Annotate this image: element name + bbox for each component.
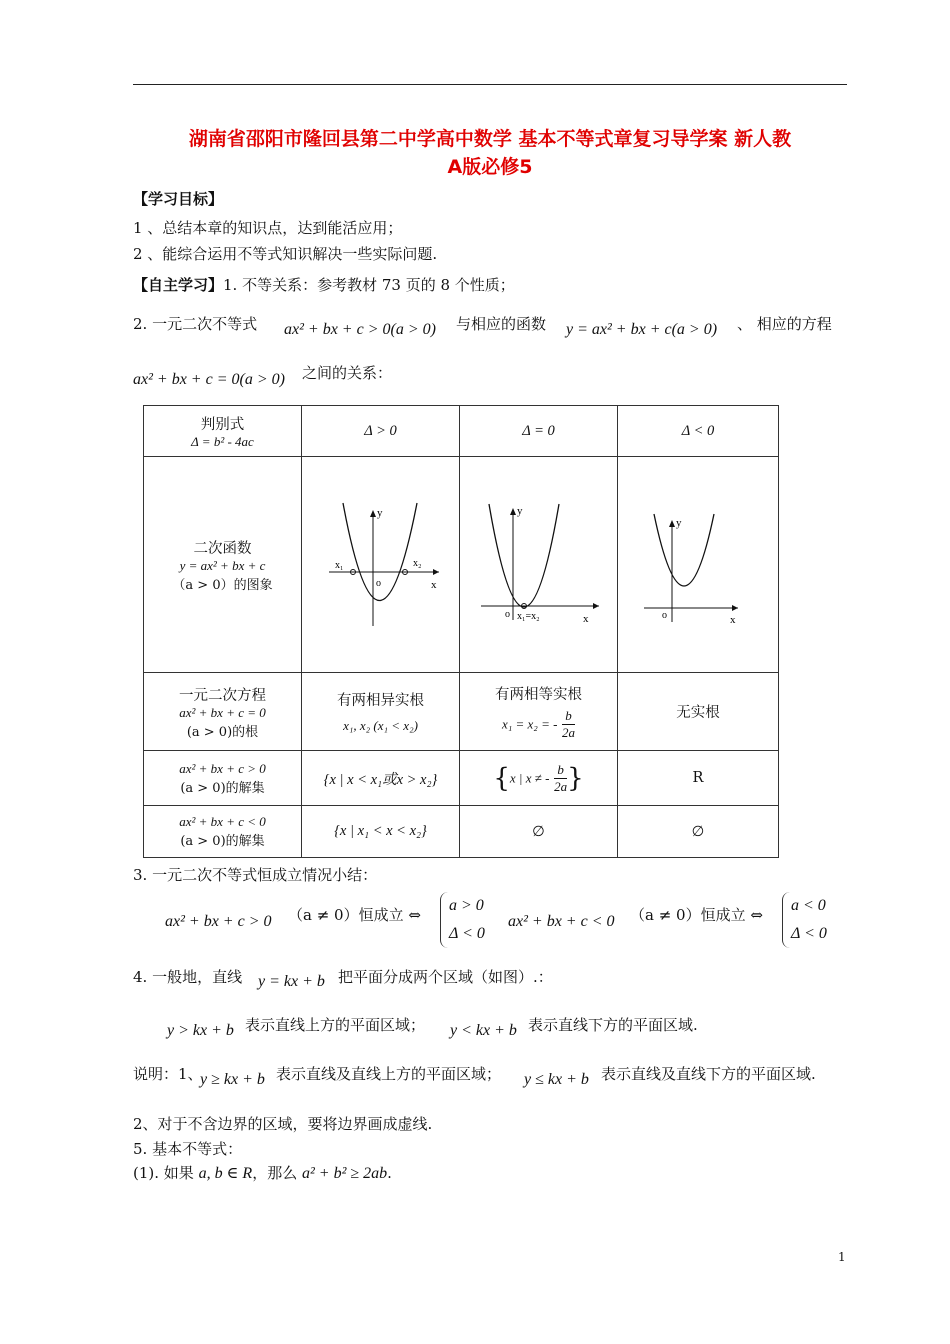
row-lt-solution-label [144,806,302,858]
goal-1: 1 、总结本章的知识点，达到能活应用； [133,219,403,237]
system-line-1: a > 0 [449,897,484,914]
item-3-b-ineq: ax² + bx + c < 0 [508,913,615,930]
system-line-1: a < 0 [791,897,826,914]
item-3-a-cond: （a ≠ 0）恒成立 ⇔ [288,906,421,924]
note-ge: y ≥ kx + b [200,1071,265,1088]
page-title: 湖南省邵阳市隆回县第二中学高中数学 基本不等式章复习导学案 新人教 [188,128,792,150]
header-delta-eq: Δ = 0 [460,406,618,457]
note-2: 2、对于不含边界的区域，要将边界画成虚线. [133,1115,433,1133]
item-4-prefix: 4. 一般地，直线 [133,968,243,986]
system-brace [440,892,485,948]
parabola-one-root-graph [479,498,599,628]
graph-label-3: （a > 0）的图象 [172,577,273,593]
item-2-mid2: 、 相应的方程 [737,315,832,333]
row-roots-label [144,673,302,751]
item-2-inequality: ax² + bx + c > 0(a > 0) [284,321,436,338]
item-5-1-mid: ，那么 [252,1164,298,1182]
fraction [562,708,575,741]
graph-cell-one-root [460,457,618,673]
table-row [144,673,779,751]
goals-heading: 【学习目标】 [133,190,224,208]
parabola-two-roots-graph [321,498,441,628]
item-3: 3. 一元二次不等式恒成立情况小结： [133,866,378,884]
discriminant-table [143,405,779,858]
item-5-1-condition: a, b ∈ R [198,1165,253,1182]
note-le: y ≤ kx + b [524,1071,589,1088]
graph-label-1: 二次函数 [193,540,252,557]
roots-two-equal-formula [464,708,613,741]
system-line-2: Δ < 0 [449,925,485,942]
graph-x-label: x [430,578,436,591]
item-3-a-ineq: ax² + bx + c > 0 [165,913,272,930]
table-row [144,751,779,806]
discriminant-formula: Δ = b² - 4ac [191,433,254,449]
item-3-b-system [782,892,827,948]
gt-one-root-prefix: x | x ≠ - [509,770,550,785]
fraction-denominator: 2a [554,778,568,794]
fraction-numerator: b [554,762,567,779]
graph-y-label: y [376,506,382,519]
goal-2: 2 、能综合运用不等式知识解决一些实际问题. [133,245,438,263]
right-brace: } [567,763,584,793]
roots-label-1: 一元二次方程 [179,687,266,704]
item-5-1-inequality: a² + b² ≥ 2ab [302,1165,388,1182]
header-discriminant [144,406,302,457]
lt-solution-one-root: ∅ [460,806,618,858]
system-line-2: Δ < 0 [791,925,827,942]
item-2-equation: ax² + bx + c = 0(a > 0) [133,371,285,388]
y-axis-arrow [669,520,675,527]
graph-cell-no-root [618,457,779,673]
graph-x-label: x [730,613,736,626]
item-5-1-end: . [387,1164,392,1182]
fraction-denominator: 2a [562,724,576,740]
item-5-1-line [133,1162,392,1183]
roots-none: 无实根 [618,673,779,751]
lt-solution-two-roots: {x | x₁ < x < x₂} [302,806,460,858]
row-graph-label [144,457,302,673]
graph-x2-label: x₂ [412,557,421,569]
lt-solution-no-root: ∅ [618,806,779,858]
header-rule [133,84,847,85]
item-3-a-system [440,892,485,948]
y-axis-arrow [510,508,516,515]
fraction-numerator: b [562,708,575,725]
self-study-heading: 【自主学习】 [133,276,224,294]
x-axis-arrow [433,569,439,575]
gt-label-1: ax² + bx + c > 0 [179,760,266,776]
item-2-prefix: 2. 一元二次不等式 [133,315,258,333]
gt-solution-one-root [460,751,618,806]
item-4-suffix: 把平面分成两个区域（如图）.： [338,968,553,986]
graph-cell-two-roots [302,457,460,673]
roots-two-equal-text: 有两相等实根 [495,686,582,703]
roots-two-equal [460,673,618,751]
item-4-line: y = kx + b [258,973,325,990]
page-title-line2: A版必修5 [447,156,533,178]
table-row [144,806,779,858]
gt-solution-no-root: R [618,751,779,806]
discriminant-label: 判别式 [200,416,245,433]
item-5-1-prefix: (1). 如果 [133,1164,194,1182]
item-4-lt: y < kx + b [450,1022,517,1039]
graph-x1-label: x₁ [334,559,343,571]
parabola-curve [489,504,559,607]
header-delta-gt: Δ > 0 [302,406,460,457]
header-delta-lt: Δ < 0 [618,406,779,457]
roots-label-2: ax² + bx + c = 0 [179,704,266,720]
graph-origin-label: o [375,577,381,589]
self-study-line [133,274,515,295]
system-brace [782,892,827,948]
y-axis-arrow [370,510,376,517]
graph-origin-label: o [662,609,667,621]
roots-label-3: (a > 0)的根 [186,724,259,740]
graph-y-label: y [676,516,682,529]
graph-origin-label: o [504,608,510,620]
note-prefix: 说明：1、 [133,1065,203,1083]
parabola-curve [654,514,714,586]
table-row [144,457,779,673]
gt-label-2: (a > 0)的解集 [180,780,265,796]
parabola-no-root-graph [638,498,758,628]
left-brace: { [493,763,510,793]
note-le-text: 表示直线及直线下方的平面区域. [601,1065,816,1083]
x-axis-arrow [732,605,738,611]
graph-x-label: x [582,612,588,625]
graph-x1x2-label: x₁=x₂ [516,610,540,622]
item-2-function: y = ax² + bx + c(a > 0) [566,321,718,338]
roots-equal-prefix: x₁ = x₂ = - [501,716,558,731]
note-ge-text: 表示直线及直线上方的平面区域； [276,1065,502,1083]
page-number: 1 [838,1250,846,1264]
roots-two-distinct-text: 有两相异实根 [337,693,424,709]
item-2-suffix: 之间的关系： [302,364,393,382]
self-study-item-1: 1. 不等关系：参考教材 73 页的 8 个性质； [223,276,515,294]
gt-solution-two-roots: {x | x < x₁或x > x₂} [302,751,460,806]
row-gt-solution-label [144,751,302,806]
roots-two-distinct-formula: x₁, x₂ (x₁ < x₂) [343,718,418,733]
roots-two-distinct [302,673,460,751]
x-axis-arrow [593,603,599,609]
item-3-b-cond: （a ≠ 0）恒成立 ⇔ [630,906,763,924]
graph-y-label: y [516,504,522,517]
lt-label-2: (a > 0)的解集 [180,834,265,849]
graph-label-2: y = ax² + bx + c [179,557,266,573]
table-row [144,406,779,457]
item-4-lt-text: 表示直线下方的平面区域. [528,1016,698,1034]
lt-label-1: ax² + bx + c < 0 [179,814,266,829]
item-5: 5. 基本不等式： [133,1140,243,1158]
item-4-gt-text: 表示直线上方的平面区域； [245,1016,426,1034]
fraction [554,762,567,795]
item-2-mid: 与相应的函数 [456,315,547,333]
item-4-gt: y > kx + b [167,1022,234,1039]
